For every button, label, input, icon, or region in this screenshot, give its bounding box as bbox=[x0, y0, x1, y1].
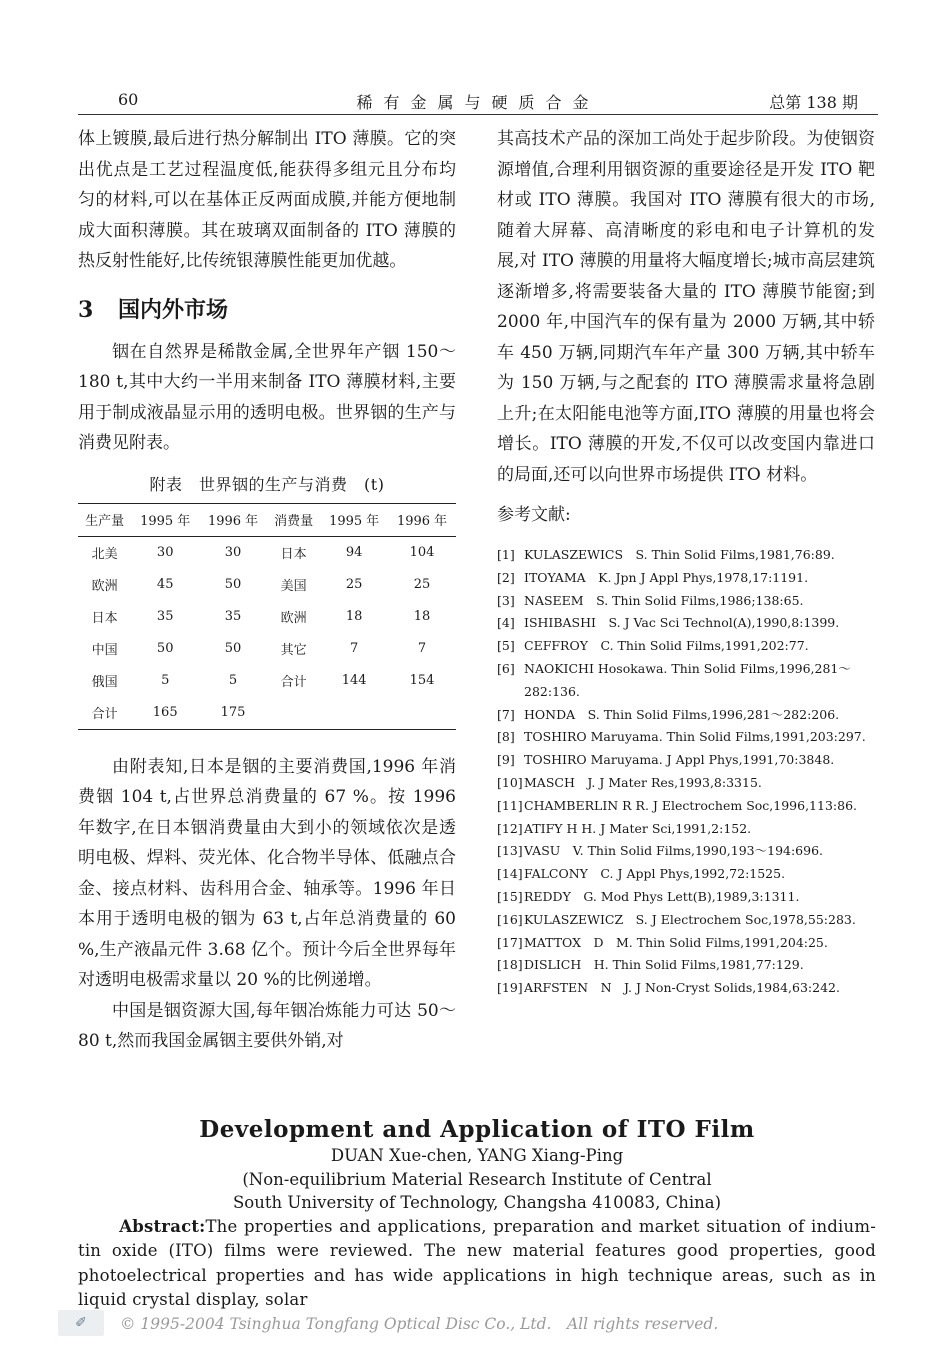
publisher-logo-icon: ✐ bbox=[58, 1310, 104, 1336]
table-cell: 25 bbox=[345, 577, 363, 592]
reference-number: [16] bbox=[497, 911, 523, 927]
table-header-cell: 1996 年 bbox=[396, 514, 448, 529]
table-cell: 北美 bbox=[91, 547, 118, 562]
table-cell: 45 bbox=[156, 577, 174, 592]
reference-number: [6] bbox=[497, 660, 515, 676]
reference-text: ISHIBASHI S. J Vac Sci Technol(A),1990,8:1399. bbox=[524, 615, 840, 631]
table-cell: 50 bbox=[156, 641, 174, 656]
table-cell: 144 bbox=[341, 673, 367, 688]
reference-text: HONDA S. Thin Solid Films,1996,281～282:206. bbox=[524, 706, 840, 722]
reference-item bbox=[497, 818, 875, 841]
reference-item bbox=[497, 772, 875, 795]
reference-text: DISLICH H. Thin Solid Films,1981,77:129. bbox=[524, 957, 804, 973]
table-cell: 俄国 bbox=[91, 675, 118, 690]
reference-text: MASCH J. J Mater Res,1993,8:3315. bbox=[524, 774, 762, 790]
reference-number: [15] bbox=[497, 888, 523, 904]
section-heading bbox=[78, 293, 456, 327]
section-paragraph: 铟在自然界是稀散金属,全世界年产铟 150～180 t,其中大约一半用来制备 ITO 薄膜材料,主要用于制成液晶显示用的透明电极。世界铟的生产与消费见附表。 bbox=[78, 341, 456, 453]
right-column bbox=[497, 124, 875, 1000]
reference-item bbox=[497, 909, 875, 932]
reference-text: KULASZEWICZ S. J Electrochem Soc,1978,55:283. bbox=[524, 911, 856, 927]
reference-text: VASU V. Thin Solid Films,1990,193～194:696. bbox=[524, 843, 824, 859]
reference-item bbox=[497, 567, 875, 590]
table-row bbox=[78, 665, 456, 697]
reference-text: CHAMBERLIN R R. J Electrochem Soc,1996,113:86. bbox=[524, 797, 858, 813]
table-header-row bbox=[78, 503, 456, 536]
table-row bbox=[78, 697, 456, 730]
china-paragraph: 中国是铟资源大国,每年铟冶炼能力可达 50～80 t,然而我国金属铟主要供外销,对 bbox=[78, 1000, 456, 1051]
table-cell: 35 bbox=[156, 609, 174, 624]
reference-text: TOSHIRO Maruyama. J Appl Phys,1991,70:3848. bbox=[524, 752, 835, 768]
reference-number: [1] bbox=[497, 547, 515, 562]
reference-item bbox=[497, 840, 875, 863]
production-consumption-table bbox=[78, 503, 456, 730]
reference-text: CEFFROY C. Thin Solid Films,1991,202:77. bbox=[524, 638, 809, 654]
table-header-cell: 1996 年 bbox=[207, 514, 259, 529]
running-header bbox=[78, 90, 878, 115]
abstract-text: The properties and applications, preparation and market situation of indium-tin oxide (ITO) films were reviewed. The new material features good properties, good photoelectrical properties and has wide applications in high technique areas, such as in liquid crystal display, solar bbox=[78, 1216, 876, 1309]
english-title: Development and Application of ITO Film bbox=[199, 1116, 755, 1143]
table-cell: 日本 bbox=[91, 611, 118, 626]
english-abstract bbox=[78, 1215, 876, 1313]
reference-number: [17] bbox=[497, 934, 523, 950]
reference-number: [5] bbox=[497, 638, 515, 654]
reference-text: ARFSTEN N J. J Non-Cryst Solids,1984,63:242. bbox=[524, 980, 840, 996]
english-abstract-section bbox=[78, 1116, 876, 1313]
table-header-cell: 1995 年 bbox=[329, 514, 380, 529]
table-cell: 154 bbox=[409, 673, 435, 688]
reference-item bbox=[497, 544, 875, 567]
table-cell: 18 bbox=[413, 609, 431, 624]
page-number: 60 bbox=[118, 90, 139, 109]
reference-item bbox=[497, 886, 875, 909]
table-cell bbox=[388, 697, 456, 730]
section-number: 3 bbox=[78, 296, 94, 323]
reference-item bbox=[497, 795, 875, 818]
journal-title: 稀有金属与硬质合金 bbox=[356, 93, 600, 112]
reference-item bbox=[497, 726, 875, 749]
reference-number: [10] bbox=[497, 774, 523, 790]
table-cell: 其它 bbox=[280, 643, 307, 658]
reference-text: FALCONY C. J Appl Phys,1992,72:1525. bbox=[524, 866, 786, 882]
reference-number: [14] bbox=[497, 866, 523, 882]
table-cell: 中国 bbox=[91, 643, 118, 658]
reference-number: [19] bbox=[497, 980, 523, 996]
table-cell: 美国 bbox=[280, 579, 307, 594]
table-row bbox=[78, 601, 456, 633]
reference-number: [2] bbox=[497, 569, 515, 585]
reference-item bbox=[497, 977, 875, 1000]
table-cell: 合计 bbox=[91, 707, 118, 722]
reference-item bbox=[497, 590, 875, 613]
reference-number: [9] bbox=[497, 752, 515, 768]
analysis-paragraph: 由附表知,日本是铟的主要消费国,1996 年消费铟 104 t,占世界总消费量的 67 %。按 1996 年数字,在日本铟消费量由大到小的领域依次是透明电极、焊料、荧光体、化合物半导体、低融点合金、接点材料、齿科用合金、轴承等。1996 年日本用于透明电极的铟为 63 t,占年总消费量的 60 %,生产液晶元件 3.68 亿个。预计今后全世界每年对透明电极需求量以 20 %的比例递增。 bbox=[78, 756, 456, 990]
intro-paragraph: 体上镀膜,最后进行热分解制出 ITO 薄膜。它的突出优点是工艺过程温度低,能获得多组元且分布均匀的材料,可以在基体正反两面成膜,并能方便地制成大面积薄膜。其在玻璃双面制备的 ITO 薄膜的热反射性能好,比传统银薄膜性能更加优越。 bbox=[78, 129, 456, 271]
table-cell: 7 bbox=[417, 641, 427, 656]
table-cell bbox=[267, 697, 320, 730]
table-cell: 5 bbox=[161, 673, 170, 688]
reference-item bbox=[497, 863, 875, 886]
reference-text: KULASZEWICS S. Thin Solid Films,1981,76:89. bbox=[524, 547, 835, 562]
reference-text: MATTOX D M. Thin Solid Films,1991,204:25. bbox=[524, 934, 828, 950]
table-cell bbox=[320, 697, 388, 730]
reference-item bbox=[497, 658, 875, 704]
table-cell: 合计 bbox=[280, 675, 307, 690]
table-row bbox=[78, 536, 456, 569]
table-cell: 50 bbox=[224, 577, 242, 592]
left-column bbox=[78, 124, 456, 1057]
issue-number: 总第 138 期 bbox=[769, 93, 858, 112]
table-cell: 35 bbox=[224, 609, 242, 624]
table-cell: 25 bbox=[413, 577, 431, 592]
table-cell: 5 bbox=[228, 673, 238, 688]
reference-number: [4] bbox=[497, 615, 515, 631]
english-authors: DUAN Xue-chen, YANG Xiang-Ping bbox=[330, 1146, 624, 1165]
reference-text: ITOYAMA K. Jpn J Appl Phys,1978,17:1191. bbox=[524, 569, 809, 585]
section-title: 国内外市场 bbox=[118, 296, 229, 323]
reference-item bbox=[497, 932, 875, 955]
reference-text: TOSHIRO Maruyama. Thin Solid Films,1991,203:297. bbox=[524, 729, 866, 745]
table-cell: 50 bbox=[224, 641, 242, 656]
footer bbox=[58, 1308, 878, 1338]
reference-number: [12] bbox=[497, 820, 523, 836]
table-cell: 104 bbox=[409, 545, 435, 560]
table-cell: 94 bbox=[345, 545, 363, 560]
reference-item bbox=[497, 635, 875, 658]
table-caption: 附表 世界铟的生产与消费 (t) bbox=[149, 474, 385, 494]
table-header-cell: 1995 年 bbox=[140, 514, 191, 529]
table-cell: 18 bbox=[345, 609, 363, 624]
reference-number: [8] bbox=[497, 729, 515, 745]
english-affiliation-line-2: South University of Technology, Changsha 410083, China) bbox=[232, 1193, 722, 1212]
table-cell: 30 bbox=[156, 545, 174, 560]
table-cell: 欧洲 bbox=[280, 611, 307, 626]
english-affiliation-line-1: (Non-equilibrium Material Research Institute of Central bbox=[242, 1169, 712, 1189]
reference-item bbox=[497, 704, 875, 727]
table-cell: 欧洲 bbox=[91, 579, 118, 594]
reference-text: NAOKICHI Hosokawa. Thin Solid Films,1996,281～282:136. bbox=[524, 660, 851, 699]
table-row bbox=[78, 569, 456, 601]
reference-number: [3] bbox=[497, 592, 515, 608]
table-cell: 30 bbox=[224, 545, 242, 560]
references-list bbox=[497, 544, 875, 1000]
reference-item bbox=[497, 749, 875, 772]
copyright-notice: © 1995-2004 Tsinghua Tongfang Optical Disc Co., Ltd. All rights reserved. bbox=[120, 1315, 719, 1333]
references-heading: 参考文献: bbox=[497, 505, 571, 525]
table-cell: 日本 bbox=[280, 547, 307, 562]
continued-paragraph: 其高技术产品的深加工尚处于起步阶段。为使铟资源增值,合理利用铟资源的重要途径是开发 ITO 靶材或 ITO 薄膜。我国对 ITO 薄膜有很大的市场,随着大屏幕、高清晰度的彩电和电子计算机的发展,对 ITO 薄膜的用量将大幅度增长;城市高层建筑逐渐增多,将需要装备大量的 ITO 薄膜节能窗;到 2000 年,中国汽车的保有量为 2000 万辆,其中轿车 450 万辆,同期汽车年产量 300 万辆,其中轿车为 150 万辆,与之配套的 ITO 薄膜需求量将急剧上升;在太阳能电池等方面,ITO 薄膜的用量也将会增长。ITO 薄膜的开发,不仅可以改变国内靠进口的局面,还可以向世界市场提供 ITO 材料。 bbox=[497, 129, 875, 485]
reference-text: ATIFY H H. J Mater Sci,1991,2:152. bbox=[524, 820, 752, 836]
reference-item bbox=[497, 612, 875, 635]
reference-text: REDDY G. Mod Phys Lett(B),1989,3:1311. bbox=[524, 888, 800, 904]
table-cell: 7 bbox=[350, 641, 359, 656]
table-header-cell: 消费量 bbox=[274, 514, 314, 529]
reference-number: [7] bbox=[497, 706, 515, 722]
abstract-label: Abstract: bbox=[119, 1216, 206, 1236]
reference-number: [11] bbox=[497, 797, 523, 813]
table-cell: 175 bbox=[220, 705, 246, 720]
reference-number: [18] bbox=[497, 957, 523, 973]
table-row bbox=[78, 633, 456, 665]
reference-text: NASEEM S. Thin Solid Films,1986;138:65. bbox=[524, 592, 804, 608]
reference-item bbox=[497, 954, 875, 977]
table-cell: 165 bbox=[152, 705, 178, 720]
reference-number: [13] bbox=[497, 843, 523, 859]
table-header-cell: 生产量 bbox=[85, 514, 125, 529]
